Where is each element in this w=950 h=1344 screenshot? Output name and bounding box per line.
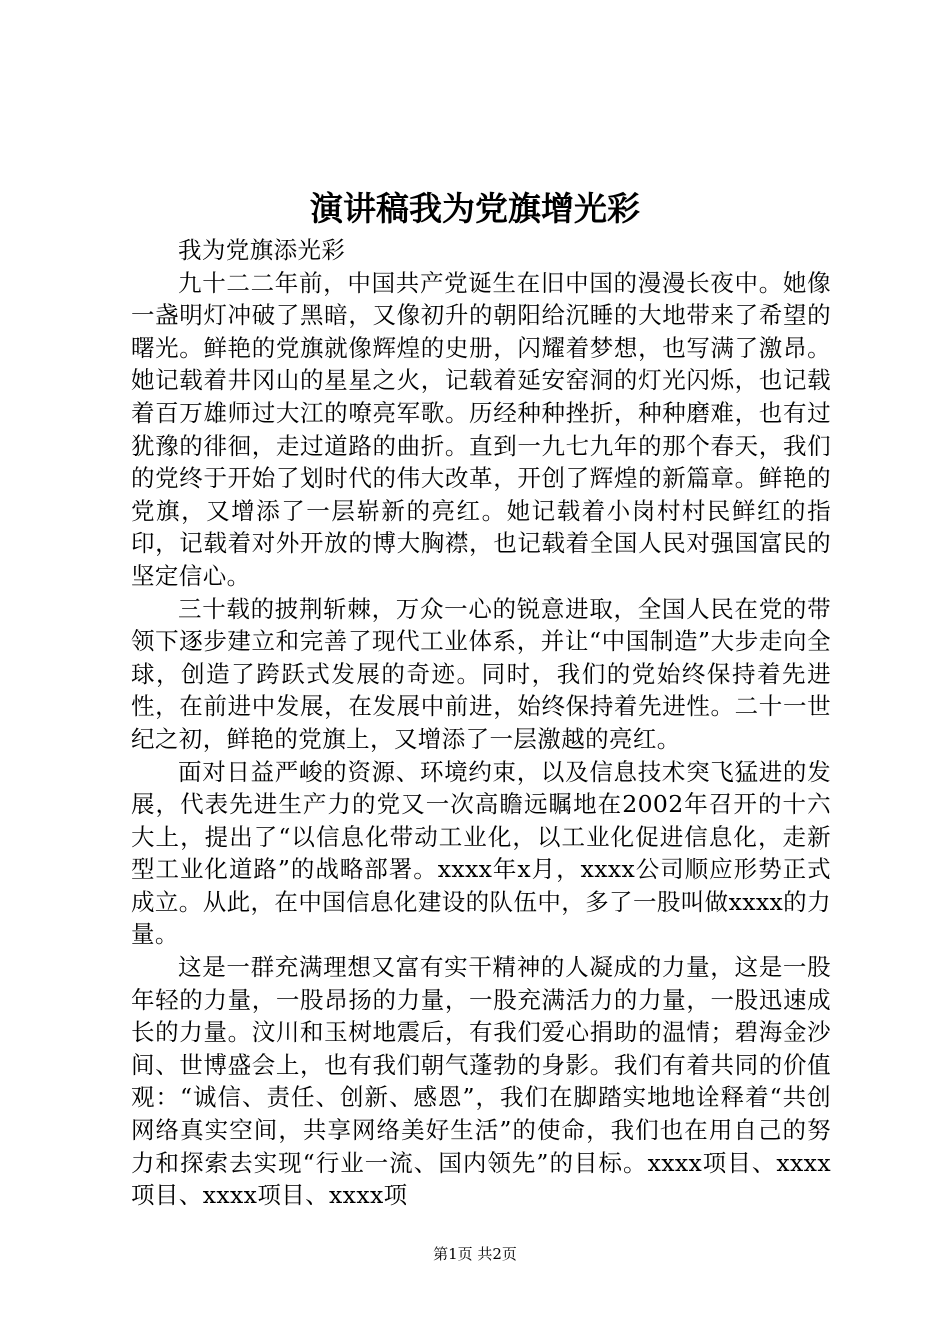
document-title: 演讲稿我为党旗增光彩 (310, 189, 640, 228)
paragraph: 三十载的披荆斩棘，万众一心的锐意进取，全国人民在党的带领下逐步建立和完善了现代工业体系，并让“中国制造”大步走向全球，创造了跨跃式发展的奇迹。同时，我们的党始终保持着先进性，在前进中发展，在发展中前进，始终保持着先进性。二十一世纪之初，鲜艳的党旗上，又增添了一层激越的亮红。 (131, 594, 831, 753)
page-number-footer: 第1页 共2页 (433, 1245, 517, 1263)
paragraph-subtitle: 我为党旗添光彩 (178, 236, 346, 264)
document-body (131, 234, 831, 1212)
paragraph: 这是一群充满理想又富有实干精神的人凝成的力量，这是一股年轻的力量，一股昂扬的力量，一股充满活力的力量，一股迅速成长的力量。汶川和玉树地震后，有我们爱心捐助的温情；碧海金沙间、世博盛会上，也有我们朝气蓬勃的身影。我们有着共同的价值观：“诚信、责任、创新、感恩”，我们在脚踏实地地诠释着“共创网络真实空间，共享网络美好生活”的使命，我们也在用自己的努力和探索去实现“行业一流、国内领先”的目标。xxxx项目、xxxx项目、xxxx项目、xxxx项 (131, 953, 831, 1210)
paragraph: 九十二二年前，中国共产党诞生在旧中国的漫漫长夜中。她像一盏明灯冲破了黑暗，又像初升的朝阳给沉睡的大地带来了希望的曙光。鲜艳的党旗就像辉煌的史册，闪耀着梦想，也写满了激昂。她记载着井冈山的星星之火，记载着延安窑洞的灯光闪烁，也记载着百万雄师过大江的嘹亮军歌。历经种种挫折，种种磨难，也有过犹豫的徘徊，走过道路的曲折。直到一九七九年的那个春天，我们的党终于开始了划时代的伟大改革，开创了辉煌的新篇章。鲜艳的党旗，又增添了一层崭新的亮红。她记载着小岗村村民鲜红的指印，记载着对外开放的博大胸襟，也记载着全国人民对强国富民的坚定信心。 (131, 268, 831, 590)
paragraph: 面对日益严峻的资源、环境约束，以及信息技术突飞猛进的发展，代表先进生产力的党又一次高瞻远瞩地在2002年召开的十六大上，提出了“以信息化带动工业化，以工业化促进信息化，走新型工业化道路”的战略部署。xxxx年x月，xxxx公司顺应形势正式成立。从此，在中国信息化建设的队伍中，多了一股叫做xxxx的力量。 (131, 757, 831, 949)
